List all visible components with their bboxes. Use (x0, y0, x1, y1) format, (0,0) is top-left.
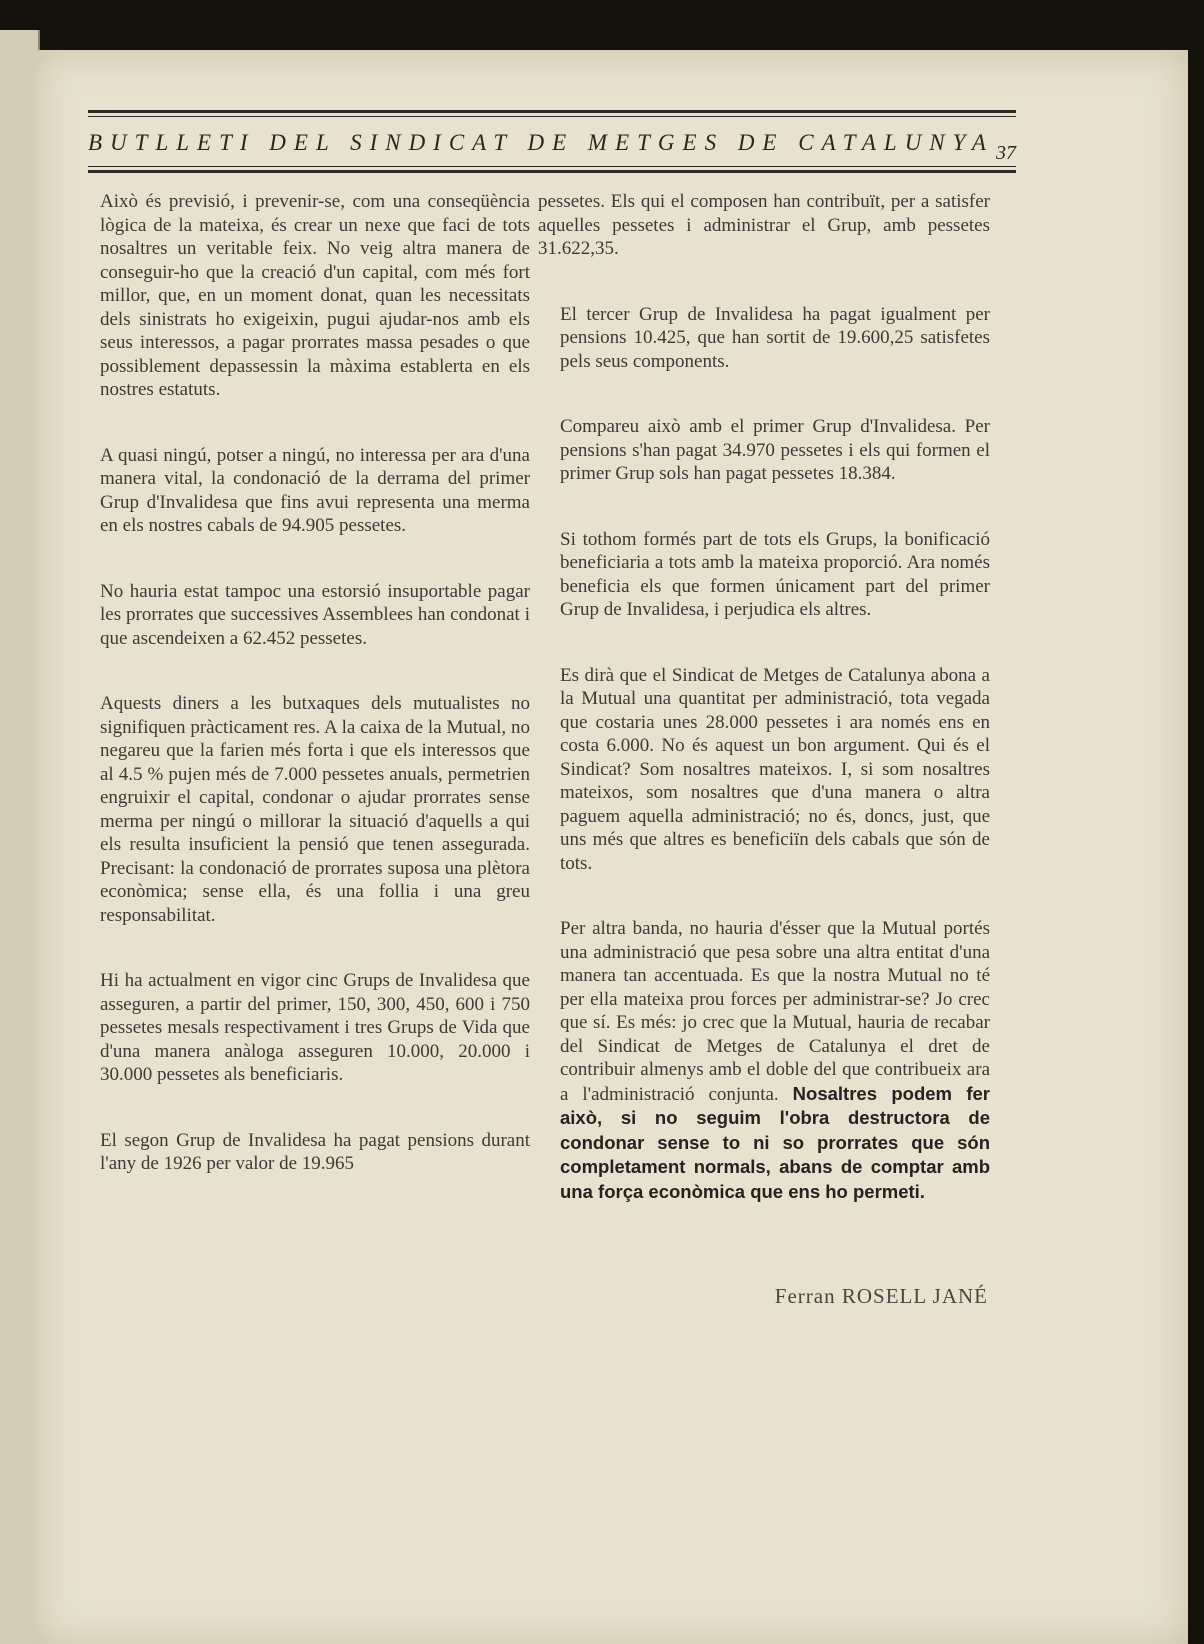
final-paragraph (538, 917, 990, 1204)
author-signature: Ferran ROSELL JANÉ (774, 1284, 988, 1308)
paragraph: pessetes. Els qui el composen han contribuït, per a satisfer aquelles pessetes i administrar el Grup, amb pessetes 31.622,35. (538, 191, 990, 259)
right-column (538, 190, 990, 1204)
page-header (88, 110, 1016, 190)
paragraph: Si tothom formés part de tots els Grups, la bonificació beneficiaria a tots amb la mateixa proporció. Ara només beneficia els que formen únicament part del primer Grup de Invalidesa, i perjudica els altres. (560, 528, 990, 620)
paragraph: Aquests diners a les butxaques dels mutualistes no signifiquen pràcticament res. A la caixa de la Mutual, no negareu que la farien més forta i que els interessos que al 4.5 % pujen més de 7.000 pessetes anuals, permetrien engruixir el capital, condonar o ajudar prorrates sense merma per ningú o millorar la situació d'aquells a qui els resulta insuficient la pensió que tenen assegurada. Precisant: la condonació de prorrates suposa una plètora econòmica; sense ella, és una follia i una greu responsabilitat. (100, 693, 530, 926)
header-rule-top-thin (88, 116, 1016, 117)
header-rule-top (88, 110, 1016, 113)
paragraph: Es dirà que el Sindicat de Metges de Catalunya abona a la Mutual una quantitat per administració, tota vegada que costaria unes 28.000 pessetes i ara només ens en costa 6.000. No és aquest un bon argument. Qui és el Sindicat? Som nosaltres mateixos. I, si som nosaltres mateixos, som nosaltres que d'una manera o altra paguem aquella administració; no és, doncs, just, que uns més que altres es beneficiïn dels cabals que són de tots. (560, 664, 990, 874)
left-column (78, 190, 530, 1218)
previous-page-edge (0, 30, 40, 1644)
paragraph: Compareu això amb el primer Grup d'Invalidesa. Per pensions s'han pagat 34.970 pessetes i els qui formen el primer Grup sols han pagat pessetes 18.384. (560, 416, 990, 484)
final-paragraph-bold: Nosaltres podem fer això, si no seguim l'obra destructora de condonar sense to ni so prorrates que són completament normals, abans de comptar amb una força econòmica que ens ho permeti. (560, 1082, 991, 1202)
paragraph: El segon Grup de Invalidesa ha pagat pensions durant l'any de 1926 per valor de 19.965 (100, 1129, 530, 1174)
page-number: 37 (996, 142, 1016, 164)
paragraph: El tercer Grup de Invalidesa ha pagat igualment per pensions 10.425, que han sortit de 19.600,25 satisfetes pels seus components. (560, 303, 990, 372)
journal-title: BUTLLETI DEL SINDICAT DE METGES DE CATALUNYA (88, 130, 994, 155)
header-rule-bottom-thin (88, 166, 1016, 167)
paragraph: No hauria estat tampoc una estorsió insuportable pagar les prorrates que successives Assemblees han condonat i que ascendeixen a 62.452 pessetes. (100, 580, 530, 649)
paragraph: Hi ha actualment en vigor cinc Grups de Invalidesa que asseguren, a partir del primer, 150, 300, 450, 600 i 750 pessetes mesals respectivament i tres Grups de Vida que d'una manera anàloga asseguren 10.000, 20.000 i 30.000 pessetes als beneficiaris. (100, 970, 530, 1085)
paragraph: A quasi ningú, potser a ningú, no interessa per ara d'una manera vital, la condonació de la derrama del primer Grup d'Invalidesa que fins avui representa una merma en els nostres cabals de 94.905 pessetes. (100, 444, 530, 536)
header-rule-bottom (88, 170, 1016, 173)
final-paragraph-text: Per altra banda, no hauria d'ésser que la Mutual portés una administració que pesa sobre una altra entitat d'una manera tan accentuada. Es que la nostra Mutual no té per ella mateixa prou forces per administrar-se? Jo crec que sí. Es més: jo crec que la Mutual, hauria de recabar del Sindicat de Metges de Catalunya el dret de contribuir almenys amb el doble del que contribueix ara a l'administració conjunta. (560, 918, 990, 1105)
paragraph: Això és previsió, i prevenir-se, com una conseqüència lògica de la mateixa, és crear un nexe que faci de tots nosaltres un veritable feix. No veig altra manera de conseguir-ho que la creació d'un capital, com més fort millor, que, en un moment donat, quan les necessitats dels sinistrats ho exigeixin, pugui ajudar-nos amb els seus interessos, a pagar prorrates massa pesades o que possiblement depassessin la màxima establerta en els nostres estatuts. (100, 191, 530, 400)
